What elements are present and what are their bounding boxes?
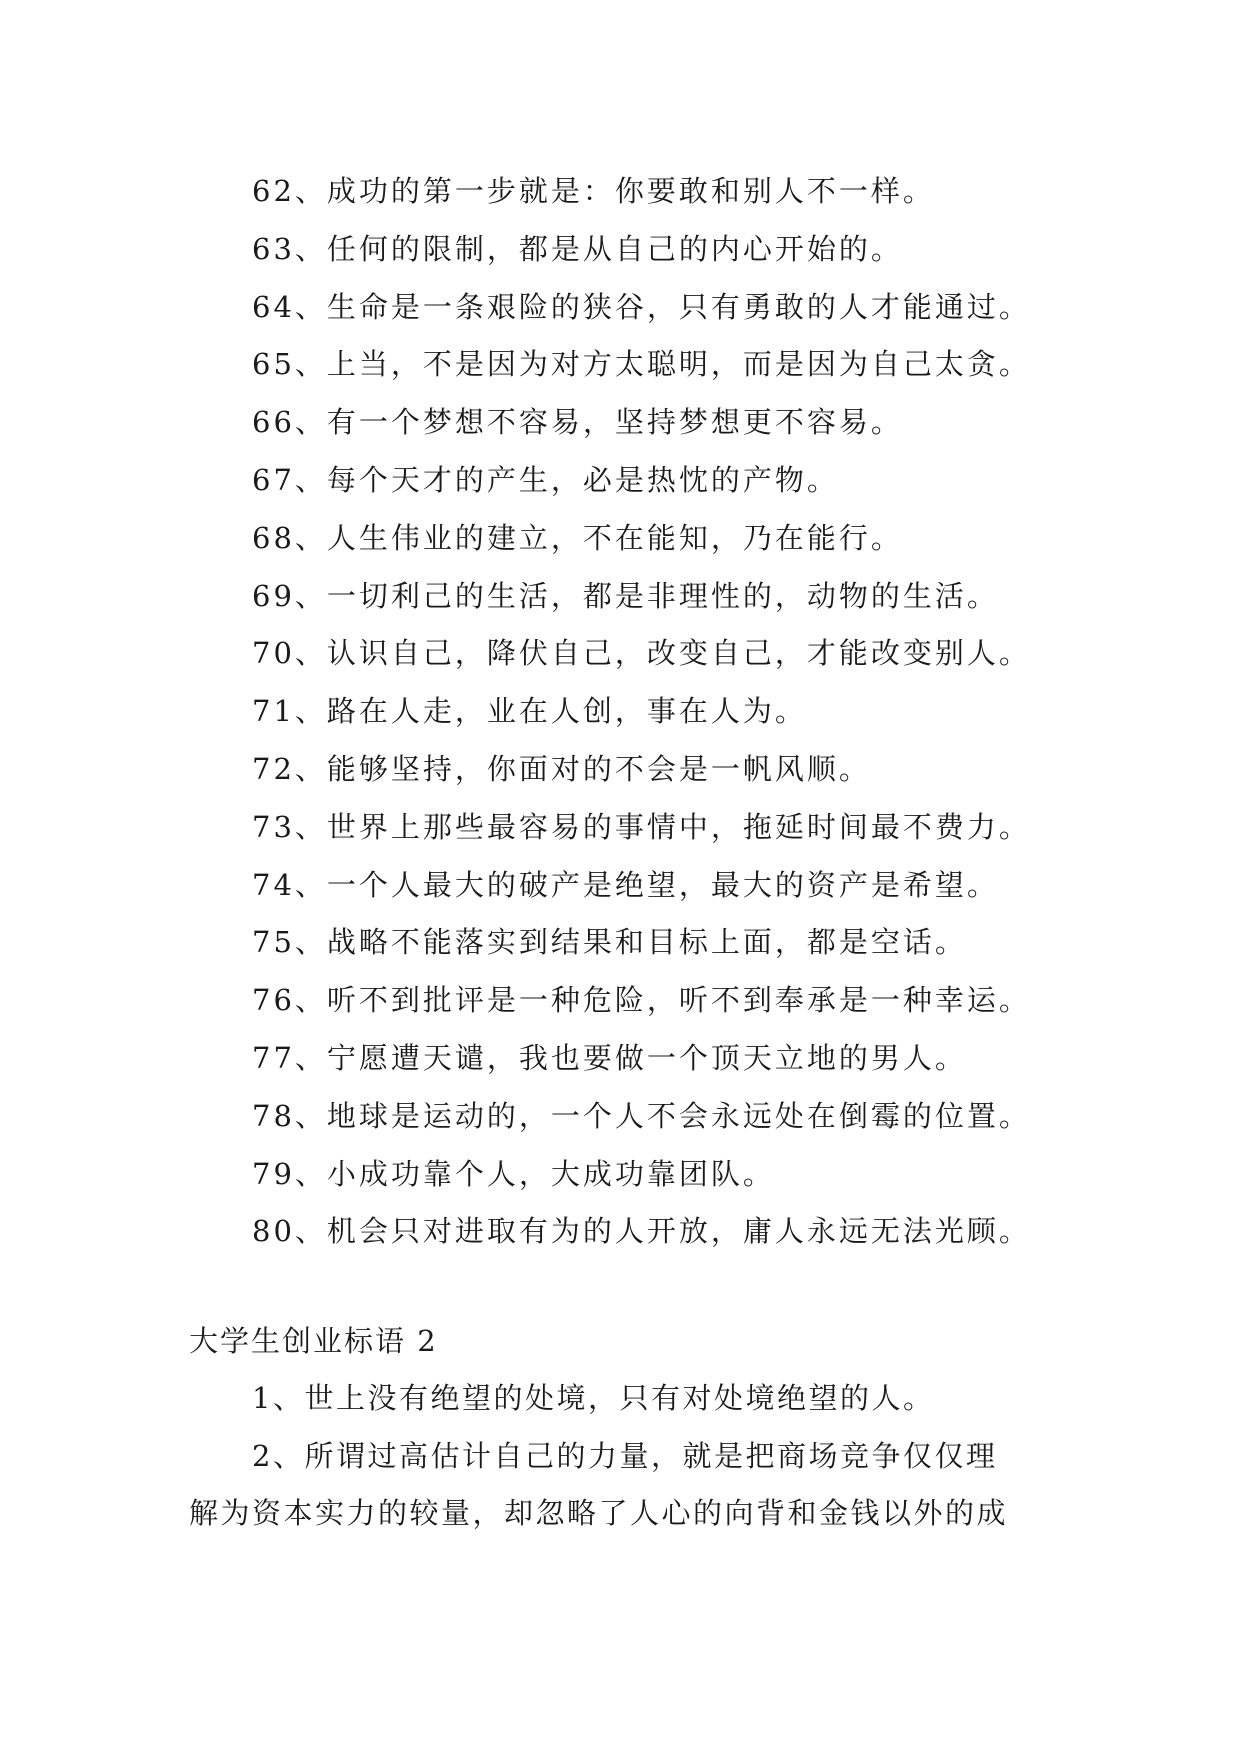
- quote-66: 66、有一个梦想不容易，坚持梦想更不容易。: [252, 405, 903, 440]
- paragraph-2-line-2: 解为资本实力的较量，却忽略了人心的向背和金钱以外的成: [189, 1496, 1009, 1530]
- quote-80: 80、机会只对进取有为的人开放，庸人永远无法光顾。: [252, 1214, 1031, 1249]
- quote-69: 69、一切利己的生活，都是非理性的，动物的生活。: [252, 578, 999, 613]
- paragraph-2-line-1: 2、所谓过高估计自己的力量，就是把商场竞争仅仅理: [252, 1438, 998, 1473]
- section-body: [189, 1370, 1069, 1543]
- quote-71: 71、路在人走，业在人创，事在人为。: [252, 694, 807, 729]
- quote-72: 72、能够坚持，你面对的不会是一帆风顺。: [252, 751, 871, 786]
- quote-list: [252, 163, 1152, 1261]
- quote-64: 64、生命是一条艰险的狭谷，只有勇敢的人才能通过。: [252, 289, 1031, 324]
- quote-70: 70、认识自己，降伏自己，改变自己，才能改变别人。: [252, 636, 1031, 671]
- quote-62: 62、成功的第一步就是：你要敢和别人不一样。: [252, 174, 935, 208]
- quote-74: 74、一个人最大的破产是绝望，最大的资产是希望。: [252, 867, 999, 902]
- quote-68: 68、人生伟业的建立，不在能知，乃在能行。: [252, 520, 903, 555]
- paragraph-2: [189, 1428, 1069, 1543]
- section-heading: 大学生创业标语 2: [189, 1324, 438, 1358]
- quote-67: 67、每个天才的产生，必是热忱的产物。: [252, 462, 839, 497]
- quote-78: 78、地球是运动的，一个人不会永远处在倒霉的位置。: [252, 1098, 1031, 1133]
- quote-76: 76、听不到批评是一种危险，听不到奉承是一种幸运。: [252, 983, 1031, 1018]
- paragraph-1: [189, 1370, 1069, 1428]
- quote-75: 75、战略不能落实到结果和目标上面，都是空话。: [252, 925, 967, 960]
- quote-79: 79、小成功靠个人，大成功靠团队。: [252, 1156, 775, 1191]
- quote-65: 65、上当，不是因为对方太聪明，而是因为自己太贪。: [252, 347, 1031, 382]
- quote-77: 77、宁愿遭天谴，我也要做一个顶天立地的男人。: [252, 1040, 967, 1075]
- quote-63: 63、任何的限制，都是从自己的内心开始的。: [252, 231, 903, 266]
- quote-73: 73、世界上那些最容易的事情中，拖延时间最不费力。: [252, 809, 1031, 844]
- paragraph-1-line: 1、世上没有绝望的处境，只有对处境绝望的人。: [252, 1381, 935, 1415]
